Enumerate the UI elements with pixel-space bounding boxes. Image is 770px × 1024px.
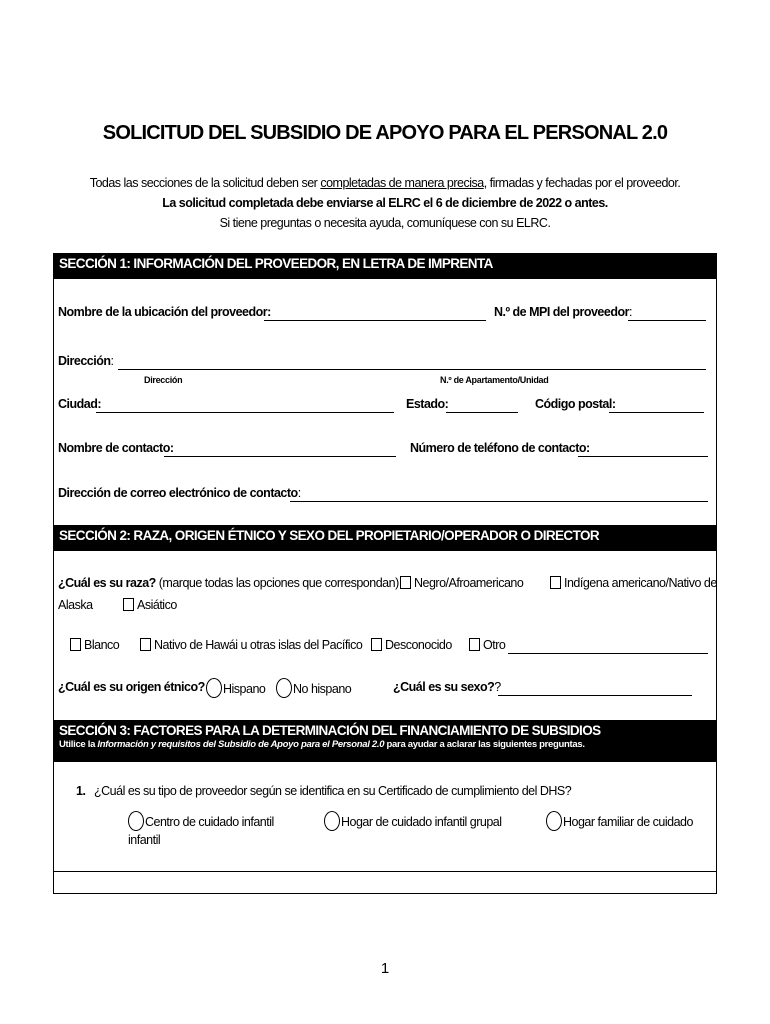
option-center[interactable] bbox=[128, 811, 274, 831]
intro-line-1 bbox=[0, 176, 770, 190]
option-family-home[interactable] bbox=[546, 811, 693, 831]
section-3-title: SECCIÓN 3: FACTORES PARA LA DETERMINACIÓN DEL FINANCIAMIENTO DE SUBSIDIOS bbox=[59, 723, 601, 738]
address-sublabel-unit: N.º de Apartamento/Unidad bbox=[440, 375, 549, 385]
sex-suffix: ? bbox=[494, 680, 501, 694]
address-field[interactable] bbox=[118, 369, 706, 370]
address-colon: : bbox=[110, 354, 114, 368]
contact-name-field[interactable] bbox=[164, 456, 396, 457]
page-title: SOLICITUD DEL SUBSIDIO DE APOYO PARA EL PERSONAL 2.0 bbox=[102, 122, 668, 144]
radio-icon[interactable] bbox=[546, 811, 562, 831]
checkbox-icon[interactable] bbox=[123, 598, 134, 611]
checkbox-icon[interactable] bbox=[371, 638, 382, 651]
option-hispanic[interactable] bbox=[206, 678, 265, 698]
option-family-home-label: Hogar familiar de cuidado bbox=[563, 815, 693, 829]
location-name-field[interactable] bbox=[264, 320, 486, 321]
page-number: 1 bbox=[380, 960, 390, 977]
city-field[interactable] bbox=[96, 412, 394, 413]
option-hawaiian[interactable] bbox=[140, 638, 362, 652]
intro-line-2: La solicitud completada debe enviarse al ELRC el 6 de diciembre de 2022 o antes. bbox=[162, 196, 608, 210]
section-3-subtitle-text: Utilice la bbox=[59, 739, 98, 750]
radio-icon[interactable] bbox=[324, 811, 340, 831]
zip-field[interactable] bbox=[609, 412, 704, 413]
option-white-label: Blanco bbox=[84, 638, 120, 652]
option-group-home-label: Hogar de cuidado infantil grupal bbox=[341, 815, 502, 829]
checkbox-icon[interactable] bbox=[70, 638, 81, 651]
state-field[interactable] bbox=[446, 412, 518, 413]
option-black[interactable] bbox=[400, 576, 523, 590]
zip-label: Código postal: bbox=[535, 397, 616, 411]
address-label: Dirección bbox=[58, 354, 111, 368]
option-hispanic-label: Hispano bbox=[223, 682, 266, 696]
checkbox-icon[interactable] bbox=[400, 576, 411, 589]
radio-icon[interactable] bbox=[206, 678, 222, 698]
question-1-text: ¿Cuál es su tipo de proveedor según se identifica en su Certificado de cumplimiento del DHS? bbox=[94, 784, 572, 798]
checkbox-icon[interactable] bbox=[550, 576, 561, 589]
intro-underlined-text: completadas de manera precisa bbox=[320, 176, 484, 190]
question-1-number: 1. bbox=[76, 784, 86, 798]
option-black-label: Negro/Afroamericano bbox=[414, 576, 524, 590]
mpi-field[interactable] bbox=[628, 320, 706, 321]
state-label: Estado: bbox=[406, 397, 449, 411]
option-asian-label: Asiático bbox=[137, 598, 177, 612]
race-question: ¿Cuál es su raza? bbox=[58, 576, 156, 590]
intro-line-3: Si tiene preguntas o necesita ayuda, comuníquese con su ELRC. bbox=[219, 216, 551, 230]
contact-name-label: Nombre de contacto: bbox=[58, 441, 174, 455]
option-non-hispanic[interactable] bbox=[276, 678, 351, 698]
intro-text: , firmadas y fechadas por el proveedor. bbox=[483, 176, 681, 190]
option-unknown[interactable] bbox=[371, 638, 452, 652]
location-name-label: Nombre de la ubicación del proveedor: bbox=[58, 305, 271, 319]
option-native-label: Indígena americano/Nativo de bbox=[564, 576, 717, 590]
section-3-subtitle-italic: Información y requisitos del Subsidio de Apoyo para el Personal 2.0 bbox=[97, 739, 385, 750]
sex-question: ¿Cuál es su sexo? bbox=[393, 680, 495, 694]
section-2-header: SECCIÓN 2: RAZA, ORIGEN ÉTNICO Y SEXO DEL PROPIETARIO/OPERADOR O DIRECTOR bbox=[53, 525, 717, 551]
email-colon: : bbox=[297, 486, 301, 500]
contact-phone-label: Número de teléfono de contacto: bbox=[410, 441, 590, 455]
mpi-label: N.º de MPI del proveedor bbox=[494, 305, 629, 319]
sex-field[interactable] bbox=[498, 695, 692, 696]
ethnic-question: ¿Cuál es su origen étnico? bbox=[58, 680, 205, 694]
email-field[interactable] bbox=[290, 501, 708, 502]
section-1-header: SECCIÓN 1: INFORMACIÓN DEL PROVEEDOR, EN LETRA DE IMPRENTA bbox=[53, 253, 717, 279]
other-race-field[interactable] bbox=[508, 653, 708, 654]
checkbox-icon[interactable] bbox=[140, 638, 151, 651]
email-label: Dirección de correo electrónico de contacto bbox=[58, 486, 298, 500]
checkbox-icon[interactable] bbox=[469, 638, 480, 651]
option-native[interactable] bbox=[550, 576, 717, 590]
option-unknown-label: Desconocido bbox=[385, 638, 452, 652]
contact-phone-field[interactable] bbox=[578, 456, 708, 457]
option-center-continued: infantil bbox=[128, 833, 161, 847]
option-hawaiian-label: Nativo de Hawái u otras islas del Pacífico bbox=[154, 638, 363, 652]
option-non-hispanic-label: No hispano bbox=[293, 682, 352, 696]
race-hint: (marque todas las opciones que correspondan) bbox=[155, 576, 399, 590]
option-center-label: Centro de cuidado infantil bbox=[145, 815, 274, 829]
address-sublabel-street: Dirección bbox=[144, 375, 183, 385]
option-native-continued: Alaska bbox=[58, 598, 93, 612]
divider bbox=[53, 871, 717, 872]
section-3-header bbox=[53, 720, 717, 762]
city-label: Ciudad: bbox=[58, 397, 102, 411]
intro-text: Todas las secciones de la solicitud deben ser bbox=[89, 176, 321, 190]
mpi-colon: : bbox=[628, 305, 632, 319]
radio-icon[interactable] bbox=[276, 678, 292, 698]
radio-icon[interactable] bbox=[128, 811, 144, 831]
option-other[interactable] bbox=[469, 638, 505, 652]
option-other-label: Otro bbox=[483, 638, 506, 652]
option-asian[interactable] bbox=[123, 598, 177, 612]
option-white[interactable] bbox=[70, 638, 119, 652]
section-3-subtitle bbox=[59, 739, 711, 750]
option-group-home[interactable] bbox=[324, 811, 502, 831]
section-3-subtitle-text: para ayudar a aclarar las siguientes preguntas. bbox=[384, 739, 585, 750]
